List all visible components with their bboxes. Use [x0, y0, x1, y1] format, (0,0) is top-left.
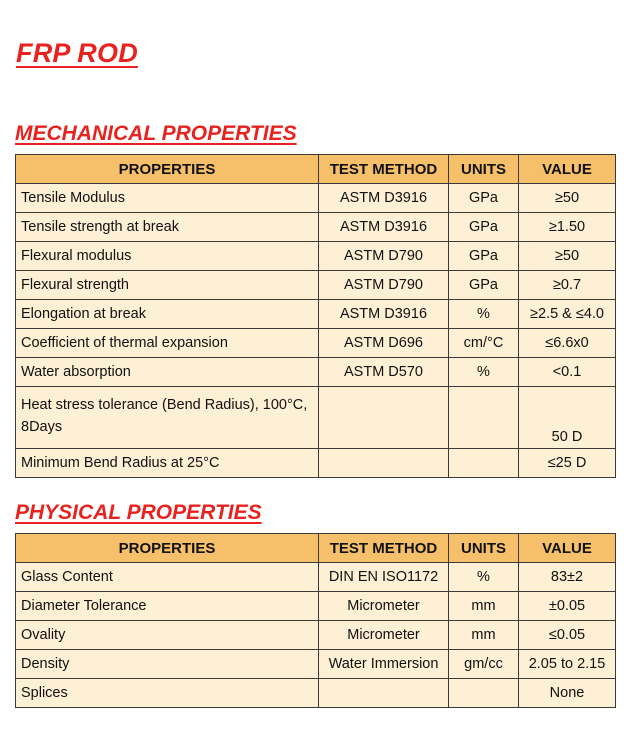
- value: <0.1: [519, 358, 616, 387]
- table-row: [16, 592, 616, 621]
- property-name: Splices: [16, 679, 319, 708]
- header-test-method: TEST METHOD: [319, 534, 449, 563]
- header-value: VALUE: [519, 534, 616, 563]
- test-method: ASTM D3916: [319, 300, 449, 329]
- units: %: [449, 358, 519, 387]
- value: None: [519, 679, 616, 708]
- table-row: [16, 650, 616, 679]
- test-method: ASTM D570: [319, 358, 449, 387]
- value: ≤0.05: [519, 621, 616, 650]
- header-units: UNITS: [449, 155, 519, 184]
- units: %: [449, 300, 519, 329]
- property-name: Glass Content: [16, 563, 319, 592]
- test-method: ASTM D696: [319, 329, 449, 358]
- property-name: Ovality: [16, 621, 319, 650]
- table-row: [16, 300, 616, 329]
- table-row: [16, 621, 616, 650]
- header-test-method: TEST METHOD: [319, 155, 449, 184]
- mechanical-properties-heading: MECHANICAL PROPERTIES: [15, 122, 297, 145]
- property-name: Tensile Modulus: [16, 184, 319, 213]
- physical-properties-heading: PHYSICAL PROPERTIES: [15, 501, 262, 524]
- property-name: Flexural modulus: [16, 242, 319, 271]
- units: [449, 449, 519, 478]
- property-name: Diameter Tolerance: [16, 592, 319, 621]
- value: ≥50: [519, 184, 616, 213]
- units: GPa: [449, 213, 519, 242]
- table-header-row: [16, 155, 616, 184]
- table-row: [16, 271, 616, 300]
- header-properties: PROPERTIES: [16, 534, 319, 563]
- table-row: [16, 213, 616, 242]
- property-name: Elongation at break: [16, 300, 319, 329]
- property-name: Density: [16, 650, 319, 679]
- table-row: [16, 679, 616, 708]
- document-title: FRP ROD: [16, 38, 138, 68]
- header-properties: PROPERTIES: [16, 155, 319, 184]
- value: ≥1.50: [519, 213, 616, 242]
- table-header-row: [16, 534, 616, 563]
- table-row: [16, 449, 616, 478]
- value: ±0.05: [519, 592, 616, 621]
- units: [449, 679, 519, 708]
- test-method: [319, 679, 449, 708]
- table-row: [16, 563, 616, 592]
- units: mm: [449, 621, 519, 650]
- property-name: Heat stress tolerance (Bend Radius), 100°C, 8Days: [16, 387, 319, 449]
- value: 2.05 to 2.15: [519, 650, 616, 679]
- table-row: [16, 358, 616, 387]
- header-units: UNITS: [449, 534, 519, 563]
- property-name: Minimum Bend Radius at 25°C: [16, 449, 319, 478]
- property-name: Coefficient of thermal expansion: [16, 329, 319, 358]
- value: ≥2.5 & ≤4.0: [519, 300, 616, 329]
- property-name: Flexural strength: [16, 271, 319, 300]
- mechanical-properties-table: [15, 154, 616, 478]
- test-method: ASTM D3916: [319, 184, 449, 213]
- table-row: [16, 329, 616, 358]
- value: ≤25 D: [519, 449, 616, 478]
- value: ≤6.6x0: [519, 329, 616, 358]
- header-value: VALUE: [519, 155, 616, 184]
- test-method: ASTM D3916: [319, 213, 449, 242]
- property-name: Water absorption: [16, 358, 319, 387]
- units: GPa: [449, 242, 519, 271]
- test-method: [319, 387, 449, 449]
- property-name: Tensile strength at break: [16, 213, 319, 242]
- table-row: [16, 242, 616, 271]
- units: GPa: [449, 271, 519, 300]
- value: 83±2: [519, 563, 616, 592]
- table-row: [16, 387, 616, 449]
- units: %: [449, 563, 519, 592]
- test-method: Micrometer: [319, 592, 449, 621]
- value: ≥0.7: [519, 271, 616, 300]
- value: 50 D: [519, 387, 616, 449]
- value: ≥50: [519, 242, 616, 271]
- test-method: ASTM D790: [319, 271, 449, 300]
- units: cm/°C: [449, 329, 519, 358]
- test-method: DIN EN ISO1172: [319, 563, 449, 592]
- units: [449, 387, 519, 449]
- physical-properties-table: [15, 533, 616, 708]
- units: GPa: [449, 184, 519, 213]
- test-method: [319, 449, 449, 478]
- units: mm: [449, 592, 519, 621]
- test-method: Micrometer: [319, 621, 449, 650]
- table-row: [16, 184, 616, 213]
- test-method: Water Immersion: [319, 650, 449, 679]
- test-method: ASTM D790: [319, 242, 449, 271]
- units: gm/cc: [449, 650, 519, 679]
